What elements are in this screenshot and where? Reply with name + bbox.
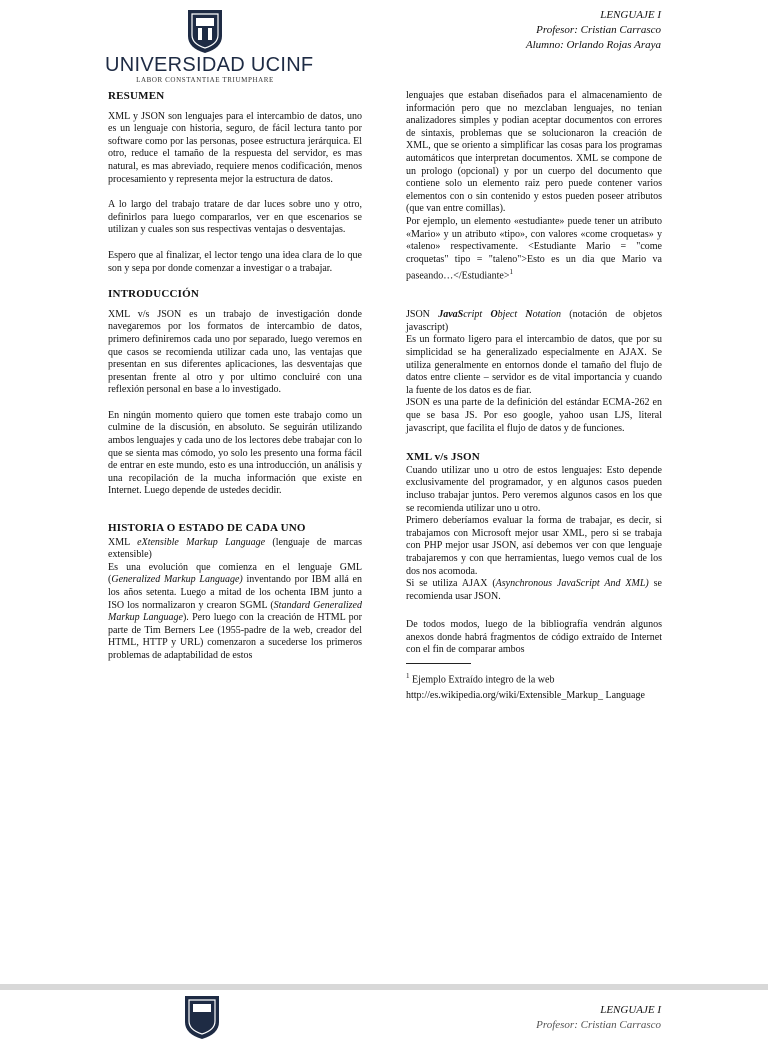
historia-continued-paragraph: lenguajes que estaban diseñados para el almacenamiento de información pero que no mezclaban lenguajes, no tenian analizadores simples y podian aceptar documentos con errores de sintaxis, problemas que se solucionaron la creación de XML, que se oriento a simplificar las cosas para los programas automáticos que interpretan documentos. XML se compone de un prologo (opcional) y por un cuerpo del documento que contiene solo un elemento raiz pero puede contener varios elementos con o sin contenido y estos pueden poseer atributos (que van entre comillas). [406, 90, 662, 215]
professor-name: Profesor: Cristian Carrasco [536, 24, 661, 36]
xml-definition: XML eXtensible Markup Language (lenguaje de marcas extensible) [108, 536, 362, 561]
xml-vs-json-paragraph-2: Primero deberíamos evaluar la forma de trabajar, es decir, si trabajamos con Microsoft mejor usar XML, pero si se trabaja con PHP mejor usar JSON, así debemos ver con que lenguaje trabajaremos y con que herramientas, luego vemos cual de los dos nos acomoda. [406, 515, 662, 577]
footnote-url[interactable]: http://es.wikipedia.org/wiki/Extensible_Markup_ Language [406, 690, 645, 702]
resumen-paragraph-1: XML y JSON son lenguajes para el intercambio de datos, uno es un lenguaje con historia, seguro, de fácil lectura tanto por software como por las personas, posee estructura jerárquica. El otro, reduce el tamaño de la respuesta del servidor, es mas natural, es mas abreviado, requiere menos codificación, menos procesamiento y representa mejor la estructura de datos. [108, 110, 362, 185]
resumen-paragraph-2: A lo largo del trabajo tratare de dar luces sobre uno y otro, definirlos para luego compararlos, ver en que escenarios se utilizan y cuales son sus respectivas ventajas o desventajas. [108, 199, 362, 236]
course-title: LENGUAJE I [600, 9, 661, 21]
page-2-course-title: LENGUAJE I [600, 1004, 661, 1016]
right-column [406, 90, 662, 704]
json-definition: JSON JavaScript Object Notation (notación de objetos javascript) [406, 309, 663, 333]
historia-paragraph: Es una evolución que comienza en el lenguaje GML (Generalized Markup Language) inventando por IBM allá en los años setenta. Luego a mitad de los ochenta IBM junto a ISO los normalizaron y crearon SGML (Standard Generalized Markup Language). Pero luego con la creación de HTML por parte de Tim Berners Lee (1955-padre de la web, creador del HTML, HTTP y URL) comenzaron a sucederse los primeros problemas de adaptabilidad de estos [108, 561, 362, 661]
page-2-professor: Profesor: Cristian Carrasco [536, 1019, 661, 1031]
xml-vs-json-paragraph-3: Si se utiliza AJAX (Asynchronous JavaScript And XML) se recomienda usar JSON. [406, 578, 662, 602]
resumen-paragraph-3: Espero que al finalizar, el lector tengo una idea clara de lo que son y sepa por donde comenzar a investigar o a trabajar. [108, 249, 362, 274]
left-column [108, 90, 362, 663]
university-motto: LABOR CONSTANTIAE TRIUMPHARE [136, 76, 274, 84]
json-paragraph-2: JSON es una parte de la definición del estándar ECMA-262 en que se basa JS. Por eso google, yahoo usan LJS, literal javascript, que facilita el flujo de datos y de funciones. [406, 397, 662, 434]
footnote [406, 668, 662, 704]
xml-vs-json-paragraph-1: Cuando utilizar uno u otro de estos lenguajes: Esto depende exclusivamente del programador, y en algunos casos pueden incluso trabajar juntos. Pero veremos algunos casos en los que se recomienda utilizar uno u otro. [406, 464, 662, 514]
json-paragraph-1: Es un formato ligero para el intercambio de datos, que por su simplicidad se ha generalizado especialmente en AJAX. Se utiliza generalmente en entornos donde el tamaño del flujo de datos entre cliente – servidor es de vital importancia y cuando la fuente de los datos es de fiar. [406, 334, 662, 396]
xml-example-paragraph: Por ejemplo, un elemento «estudiante» puede tener un atributo «Mario» y un atributo «tipo», con valores «come croquetas» y «taleno» respectivamente. <Estudiante Mario = "come croquetas" tipo = "taleno">Esto es un dia que Mario va paseando…</Estudiante>$^1$ [406, 215, 662, 282]
introduccion-paragraph-2: En ningún momento quiero que tomen este trabajo como un culmine de la discusión, en absoluto. Se seguirán utilizando ambos lenguajes y cada uno de los lectores debe trabajar con lo que se sienta mas cómodo, yo solo les presento una forma fácil de entrar en este mundo, esto es una introducción, un análisis y una recopilación de la mucha información que existe en Internet. Luego depende de ustedes decidir. [108, 409, 362, 497]
introduccion-heading: INTRODUCCIÓN [108, 288, 200, 301]
shield-emblem-icon [186, 8, 224, 54]
resumen-heading: RESUMEN [108, 90, 165, 102]
closing-paragraph: De todos modos, luego de la bibliografía vendrán algunos anexos donde habrá fragmentos de código extraído de Internet con el fin de comparar ambos [406, 619, 662, 656]
shield-emblem-icon-page-2 [183, 994, 221, 1040]
student-name: Alumno: Orlando Rojas Araya [525, 39, 661, 51]
xml-vs-json-heading: XML v/s JSON [406, 451, 480, 464]
historia-heading: HISTORIA O ESTADO DE CADA UNO [108, 522, 306, 535]
university-name: UNIVERSIDAD UCINF [105, 54, 314, 76]
footnote-text: Ejemplo Extraído integro de la web [409, 674, 555, 686]
footnote-number: 1 [406, 672, 410, 681]
document-page-2 [0, 990, 768, 1050]
introduccion-paragraph-1: XML v/s JSON es un trabajo de investigación donde navegaremos por los formatos de intercambio de datos, primero definiremos cada uno por separado, luego veremos en que casos se recomienda utilizar cada uno, las ventajas que presentan en sus diferentes aplicaciones, las desventajas que presentan frente al otro y por ultimo concluiré con una reflexión personal en base a lo investigado. [108, 308, 362, 396]
footnote-ref: 1 [509, 268, 513, 277]
footnote-divider [406, 663, 471, 664]
document-header [526, 8, 661, 53]
university-logo [105, 8, 314, 88]
